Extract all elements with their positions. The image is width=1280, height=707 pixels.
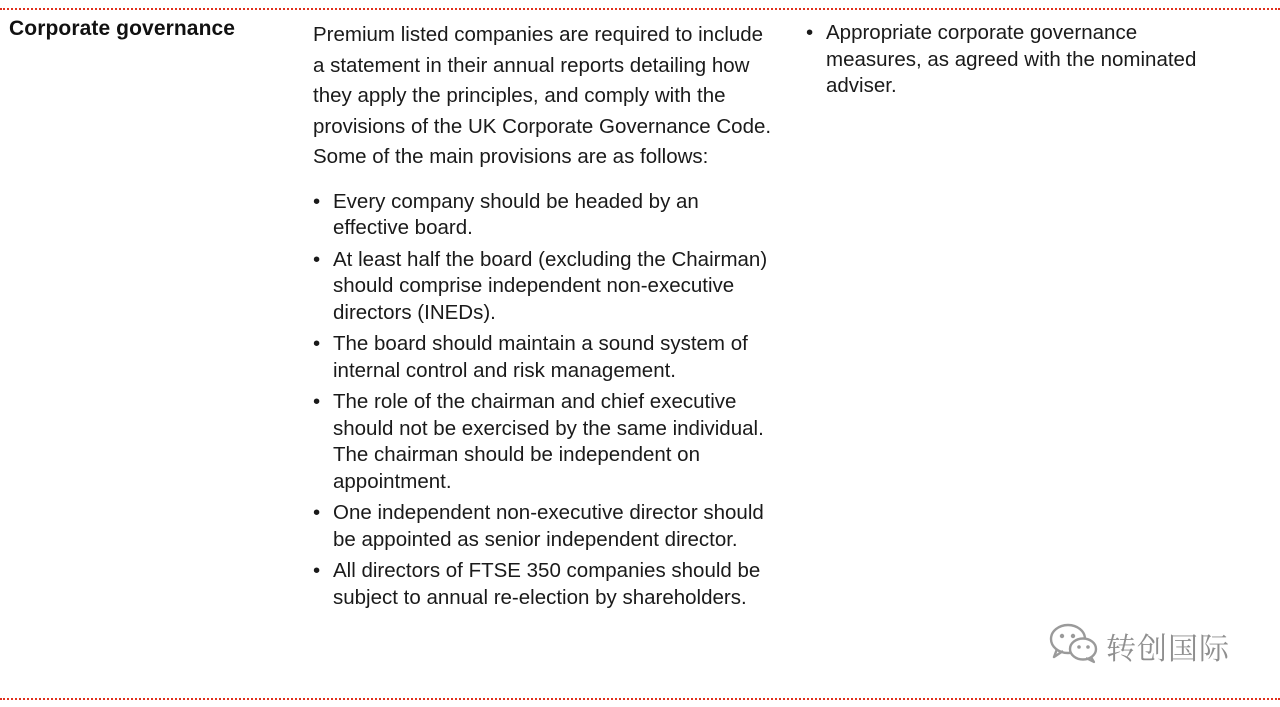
premium-listing-column [313,20,773,616]
wechat-icon [1048,622,1100,669]
top-dotted-divider [0,8,1280,10]
bottom-dotted-divider [0,698,1280,700]
bullet-dot: • [313,332,321,355]
list-item-text: All directors of FTSE 350 companies should be subject to annual re-election by shareholders. [333,559,761,609]
watermark [1048,622,1230,669]
list-item [313,189,773,242]
list-item-text: Every company should be headed by an effective board. [333,189,699,239]
row-label: Corporate governance [9,17,236,40]
list-item-text: Appropriate corporate governance measures, as agreed with the nominated adviser. [826,21,1197,97]
bullet-dot: • [313,189,321,213]
premium-provisions-list [313,189,773,612]
premium-intro-text: Premium listed companies are required to include a statement in their annual reports detailing how they apply the principles, and comply with the provisions of the UK Corporate Governance Code. Some of the main provisions are as follows: [313,23,772,168]
list-item [313,331,773,384]
list-item [313,558,773,611]
list-item-text: At least half the board (excluding the Chairman) should comprise independent non-executive directors (INEDs). [333,247,768,324]
list-item [313,389,773,495]
list-item-text: The role of the chairman and chief executive should not be exercised by the same individual. The chairman should be independent on appointment. [333,390,764,493]
bullet-dot: • [806,21,814,44]
list-item [806,20,1226,100]
bullet-dot: • [313,501,321,524]
watermark-text: 转创国际 [1106,631,1230,667]
list-item-text: One independent non-executive director should be appointed as senior independent director. [333,501,764,551]
aim-provisions-list [806,20,1226,100]
bullet-dot: • [313,390,321,413]
bullet-dot: • [313,559,321,582]
list-item [313,247,773,327]
bullet-dot: • [313,247,321,271]
list-item [313,500,773,553]
list-item-text: The board should maintain a sound system of internal control and risk management. [333,332,748,382]
aim-column [806,20,1226,105]
